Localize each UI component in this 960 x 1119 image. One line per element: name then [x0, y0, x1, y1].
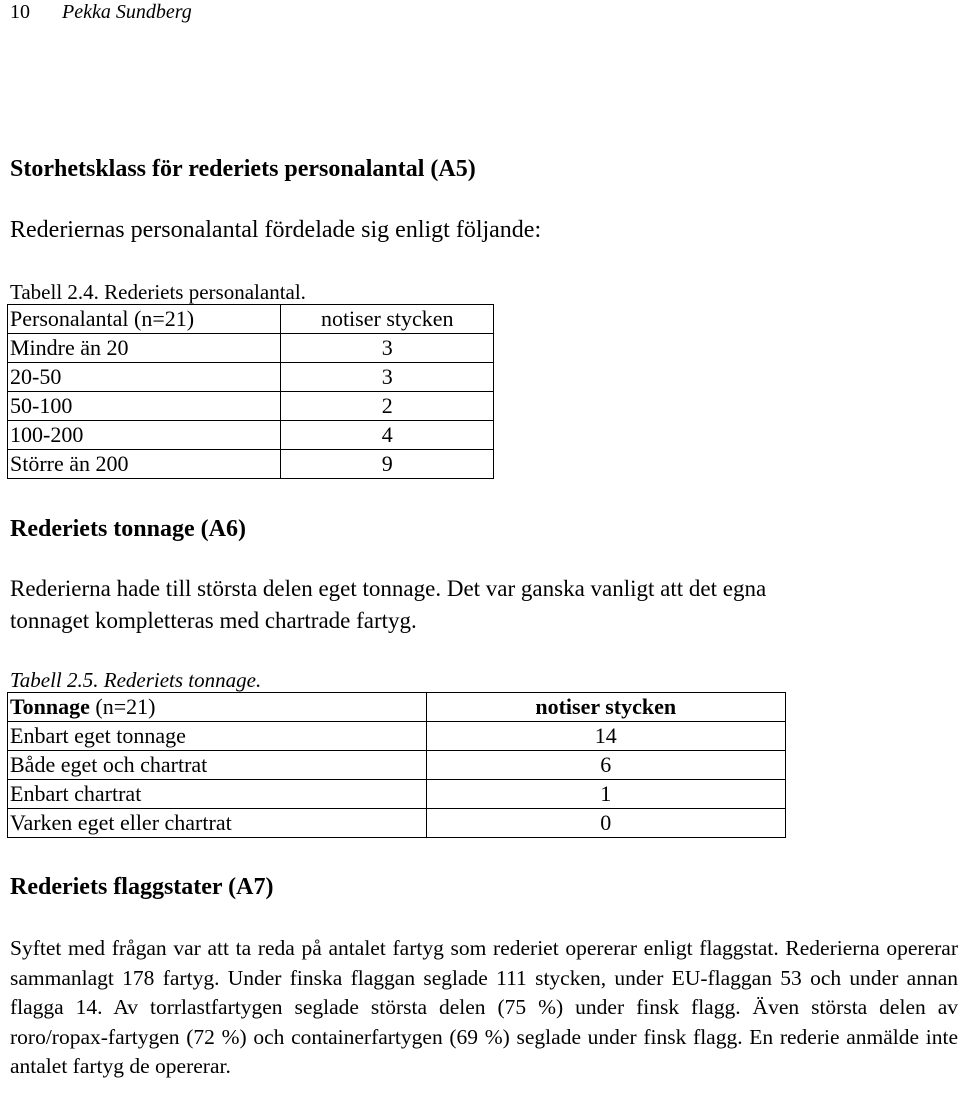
table-row: [8, 722, 786, 751]
table-cell-value: 6: [426, 751, 785, 780]
table-cell-value: 2: [281, 392, 494, 421]
table-row: [8, 392, 494, 421]
table-header-sample-size: (n=21): [89, 694, 156, 719]
table-personalantal: [7, 304, 494, 479]
table-cell-label: Enbart chartrat: [8, 780, 427, 809]
table-header-row: [8, 693, 786, 722]
table-cell-value: 3: [281, 334, 494, 363]
table-caption-2-4: Tabell 2.4. Rederiets personalantal.: [10, 280, 306, 304]
table-header-bold: Tonnage: [10, 694, 90, 719]
table-cell-value: 3: [281, 363, 494, 392]
section-a6-paragraph-line-2: tonnaget kompletteras med chartrade fartyg.: [10, 608, 417, 633]
table-row: [8, 363, 494, 392]
table-cell-label: 100-200: [8, 421, 281, 450]
table-row: [8, 421, 494, 450]
running-header-author: Pekka Sundberg: [62, 1, 192, 23]
page-number: 10: [10, 1, 30, 23]
table-cell-label: Enbart eget tonnage: [8, 722, 427, 751]
table-cell-label: Mindre än 20: [8, 334, 281, 363]
section-heading-a7: Rederiets flaggstater (A7): [10, 874, 274, 900]
table-cell-value: 9: [281, 450, 494, 479]
table-row: [8, 334, 494, 363]
section-a5-intro: Rederiernas personalantal fördelade sig enligt följande:: [10, 217, 542, 243]
table-header-cell: [8, 693, 427, 722]
table-cell-label: 50-100: [8, 392, 281, 421]
section-heading-a6: Rederiets tonnage (A6): [10, 516, 246, 542]
section-heading-a5: Storhetsklass för rederiets personalantal (A5): [10, 156, 476, 182]
table-header-cell: notiser stycken: [281, 305, 494, 334]
table-cell-value: 0: [426, 809, 785, 838]
table-row: [8, 751, 786, 780]
table-cell-label: Både eget och chartrat: [8, 751, 427, 780]
table-row: [8, 450, 494, 479]
table-tonnage: [7, 692, 786, 838]
table-row: [8, 809, 786, 838]
table-header-row: [8, 305, 494, 334]
table-cell-value: 4: [281, 421, 494, 450]
table-row: [8, 780, 786, 809]
section-a7-paragraph: Syftet med frågan var att ta reda på antalet fartyg som rederiet opererar enligt flaggstat. Rederierna opererar sammanlagt 178 fartyg. Under finska flaggan seglade 111 stycken, under EU-flaggan 53 och under annan flagga 14. Av torrlastfartygen seglade största delen (75 %) under finsk flagg. Även största delen av roro/ropax-fartygen (72 %) och containerfartygen (69 %) seglade under finsk flagg. En rederie anmälde inte antalet fartyg de opererar.: [10, 936, 958, 1078]
section-a6-paragraph-line-1: Rederierna hade till största delen eget tonnage. Det var ganska vanligt att det egna: [10, 576, 767, 601]
table-cell-value: 14: [426, 722, 785, 751]
table-cell-value: 1: [426, 780, 785, 809]
table-cell-label: 20-50: [8, 363, 281, 392]
table-header-cell: notiser stycken: [426, 693, 785, 722]
table-cell-label: Större än 200: [8, 450, 281, 479]
table-header-cell: Personalantal (n=21): [8, 305, 281, 334]
table-cell-label: Varken eget eller chartrat: [8, 809, 427, 838]
table-caption-2-5: Tabell 2.5. Rederiets tonnage.: [10, 668, 262, 692]
